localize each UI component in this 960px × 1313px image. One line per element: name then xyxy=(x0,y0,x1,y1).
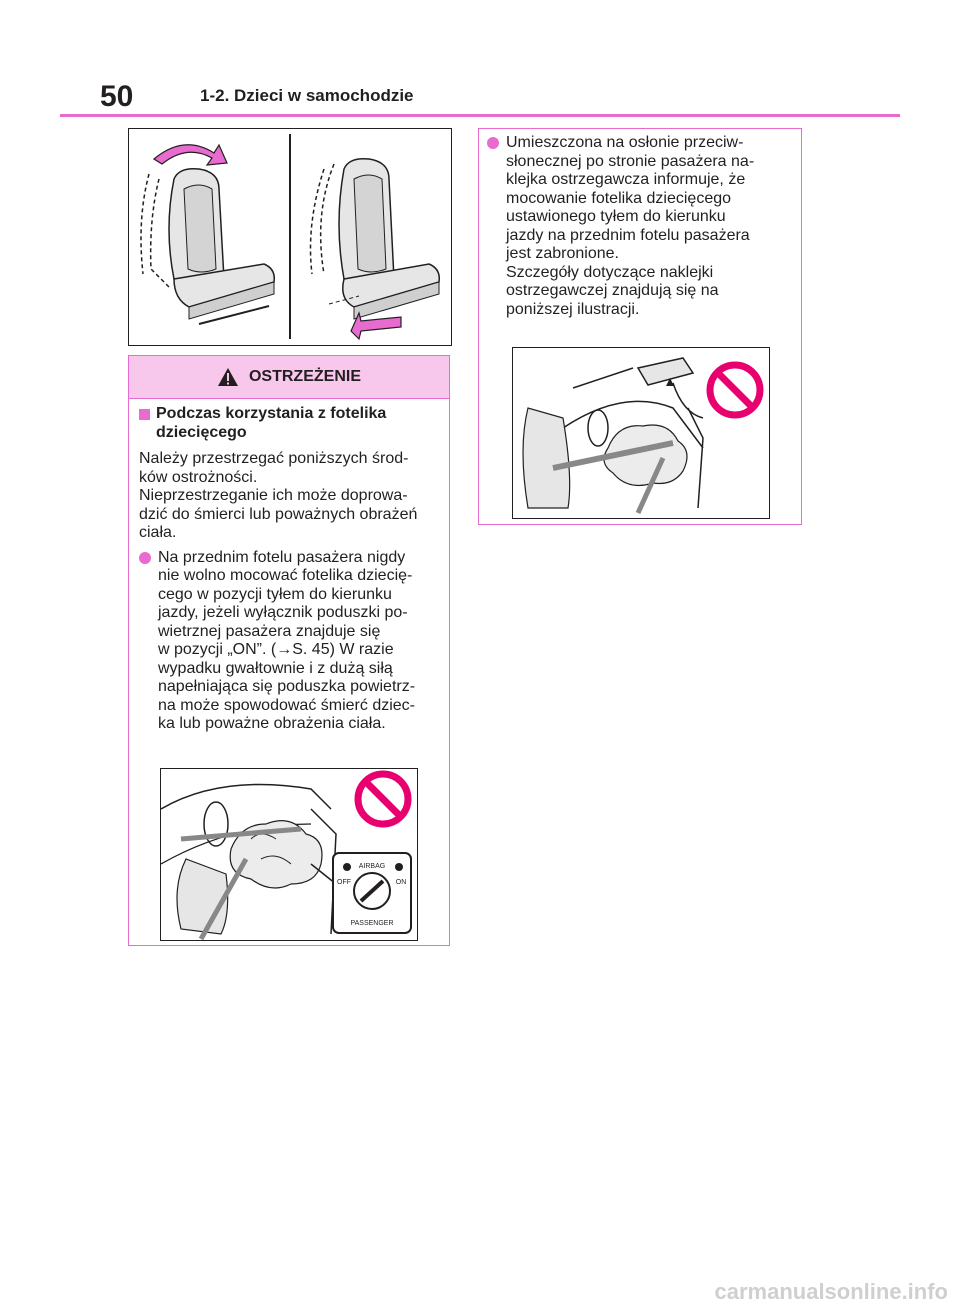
seat-adjustment-illustration xyxy=(128,128,452,346)
warning-bullet-text: Na przednim fotelu pasażera nigdy nie wolno mocować fotelika dziecię- cego w pozycji tyłem do kierunku jazdy, jeżeli wyłącznik poduszki po- wietrznej pasażera znajduje się w pozycji „ON”. (→S. 45) W razie wypadku gwałtownie i z dużą siłą napełniająca się poduszka powietrz- na może spowodować śmierć dziec- ka lub poważne obrażenia ciała. xyxy=(158,548,416,732)
switch-passenger-label: PASSENGER xyxy=(350,920,394,927)
visor-bullet xyxy=(487,134,797,264)
circle-bullet-icon xyxy=(487,137,499,149)
warning-subheading-text: Podczas korzystania z fotelika dziecięcego xyxy=(156,405,387,441)
prohibition-icon xyxy=(710,365,760,415)
warning-intro: Należy przestrzegać poniższych środ- ków ostrożności. Nieprzestrzeganie ich może doprowa- dzić do śmierci lub poważnych obrażeń ciała. xyxy=(139,450,418,541)
square-bullet-icon xyxy=(139,409,150,420)
warning-header xyxy=(129,356,449,399)
switch-airbag-label: AIRBAG xyxy=(358,863,386,870)
warning-triangle-icon xyxy=(217,367,239,387)
sun-visor-label-box xyxy=(478,128,802,525)
header-divider xyxy=(60,114,900,117)
visor-note: Szczegóły dotyczące naklejki ostrzegawczej znajdują się na poniższej ilustracji. xyxy=(506,263,719,318)
switch-on-label: ON xyxy=(395,879,407,886)
visor-bullet-text: Umieszczona na osłonie przeciw- słonecznej po stronie pasażera na- klejka ostrzegawcza informuje, że mocowanie fotelika dziecięcego ustawionego tyłem do kierunku jazdy na przednim fotelu pasażera jest zabronione. xyxy=(506,134,755,262)
warning-title: OSTRZEŻENIE xyxy=(248,368,361,385)
prohibition-icon xyxy=(358,774,408,824)
switch-off-label: OFF xyxy=(337,879,351,886)
watermark: carmanualsonline.info xyxy=(714,1279,948,1304)
warning-subheading xyxy=(139,405,441,442)
airbag-switch-illustration xyxy=(160,768,418,941)
page-number: 50 xyxy=(100,80,134,113)
sun-visor-illustration xyxy=(512,347,770,519)
section-title: 1-2. Dzieci w samochodzie xyxy=(200,86,414,105)
warning-bullet xyxy=(139,549,441,734)
circle-bullet-icon xyxy=(139,552,151,564)
